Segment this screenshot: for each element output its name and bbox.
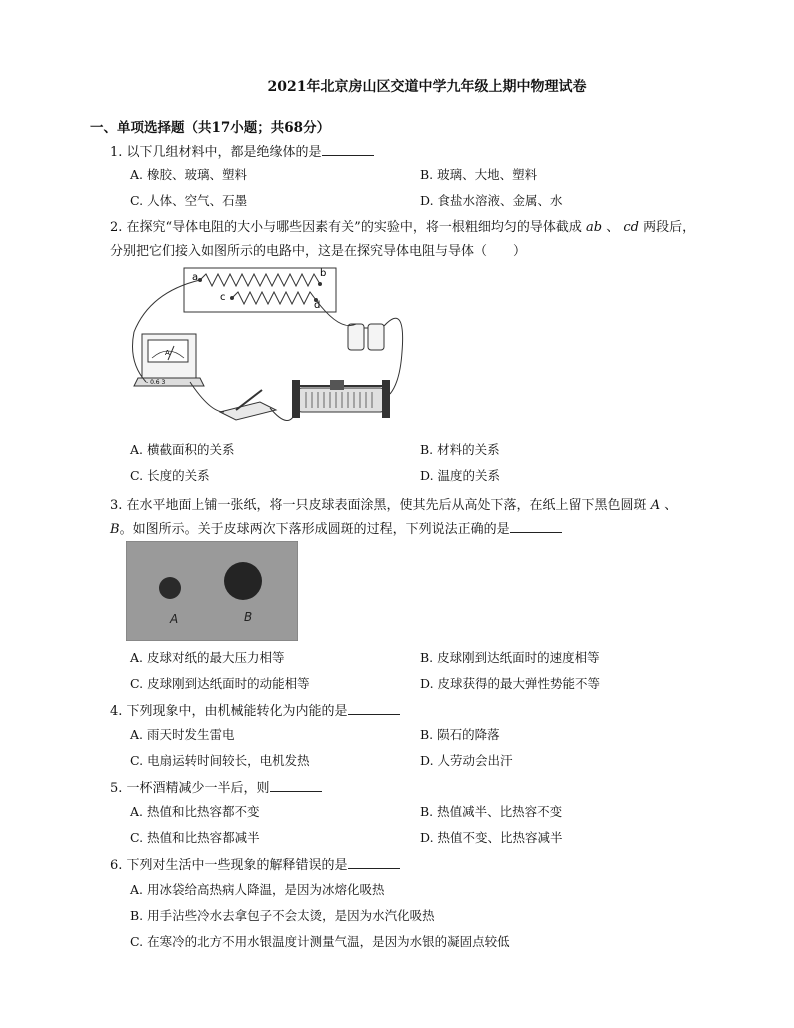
meter-label: A (165, 349, 170, 357)
question-6 (110, 855, 400, 876)
answer-blank (270, 778, 322, 792)
question-3-option-c: C. 皮球刚到达纸面时的动能相等 (130, 676, 310, 691)
var-B: B (110, 522, 120, 537)
question-2-option-b: B. 材料的关系 (420, 442, 500, 457)
spot-label-b: B (244, 610, 253, 624)
question-4-stem: 4. 下列现象中，由机械能转化为内能的是 (110, 704, 348, 719)
paper-spots-photo (126, 541, 298, 641)
var-cd: cd (623, 220, 639, 235)
question-3-option-a: A. 皮球对纸的最大压力相等 (130, 650, 285, 665)
question-4-option-d: D. 人劳动会出汗 (420, 753, 513, 768)
question-5-option-d: D. 热值不变、比热容减半 (420, 830, 563, 845)
question-2 (110, 216, 720, 264)
question-5-stem: 5. 一杯酒精减少一半后，则 (110, 781, 270, 796)
switch-icon (220, 390, 276, 420)
circuit-diagram (120, 262, 410, 432)
question-4-option-a: A. 雨天时发生雷电 (130, 727, 235, 742)
label-b: b (320, 268, 327, 279)
question-5 (110, 778, 322, 799)
label-a: a (192, 272, 199, 283)
ammeter-icon (134, 334, 204, 386)
question-3-option-d: D. 皮球获得的最大弹性势能不等 (420, 676, 601, 691)
question-2-option-c: C. 长度的关系 (130, 468, 210, 483)
question-4-option-c: C. 电扇运转时间较长，电机发热 (130, 753, 310, 768)
question-3 (110, 494, 720, 542)
question-1-option-a: A. 橡胶、玻璃、塑料 (130, 167, 247, 182)
question-6-option-b: B. 用手沾些冷水去拿包子不会太烫，是因为水汽化吸热 (130, 908, 435, 923)
question-3-stem-part1: 3. 在水平地面上铺一张纸，将一只皮球表面涂黑，使其先后从高处下落，在纸上留下黑色圆斑 (110, 498, 647, 513)
separator: 、 (664, 498, 678, 513)
spot-label-a: A (170, 612, 179, 626)
question-1-stem: 1. 以下几组材料中，都是绝缘体的是 (110, 145, 322, 160)
var-ab: ab (585, 220, 603, 235)
label-c: c (220, 292, 226, 303)
question-5-option-c: C. 热值和比热容都减半 (130, 830, 260, 845)
answer-blank (510, 519, 562, 533)
question-2-stem-part1: 2. 在探究“导体电阻的大小与哪些因素有关”的实验中，将一根粗细均匀的导体截成 (110, 220, 582, 235)
separator: 、 (606, 220, 620, 235)
section-heading: 一、单项选择题（共17小题；共68分） (90, 120, 331, 136)
question-2-option-a: A. 横截面积的关系 (130, 442, 235, 457)
question-4-option-b: B. 陨石的降落 (420, 727, 500, 742)
battery-icon (348, 324, 384, 350)
answer-blank (348, 855, 400, 869)
meter-scale: - 0.6 3 (146, 379, 166, 386)
answer-blank (322, 142, 374, 156)
question-1-option-c: C. 人体、空气、石墨 (130, 193, 248, 208)
question-1 (110, 142, 374, 163)
question-2-stem-line2: 分别把它们接入如图所示的电路中，这是在探究导体电阻与导体（ ） (110, 244, 527, 259)
rheostat-icon (292, 380, 390, 418)
question-1-option-d: D. 食盐水溶液、金属、水 (420, 193, 563, 208)
question-2-option-d: D. 温度的关系 (420, 468, 501, 483)
answer-blank (348, 701, 400, 715)
question-1-option-b: B. 玻璃、大地、塑料 (420, 167, 538, 182)
var-A: A (650, 498, 661, 513)
question-6-option-c: C. 在寒冷的北方不用水银温度计测量气温，是因为水银的凝固点较低 (130, 934, 510, 949)
question-6-stem: 6. 下列对生活中一些现象的解释错误的是 (110, 858, 348, 873)
question-3-stem-part2: 。如图所示。关于皮球两次下落形成圆斑的过程，下列说法正确的是 (119, 522, 510, 537)
question-5-option-a: A. 热值和比热容都不变 (130, 804, 260, 819)
question-2-stem-part2: 两段后， (643, 220, 696, 235)
label-d: d (314, 300, 321, 311)
question-3-option-b: B. 皮球刚到达纸面时的速度相等 (420, 650, 600, 665)
question-6-option-a: A. 用冰袋给高热病人降温，是因为冰熔化吸热 (130, 882, 385, 897)
question-5-option-b: B. 热值减半、比热容不变 (420, 804, 563, 819)
question-4 (110, 701, 400, 722)
page-title: 2021年北京房山区交道中学九年级上期中物理试卷 (267, 79, 587, 95)
